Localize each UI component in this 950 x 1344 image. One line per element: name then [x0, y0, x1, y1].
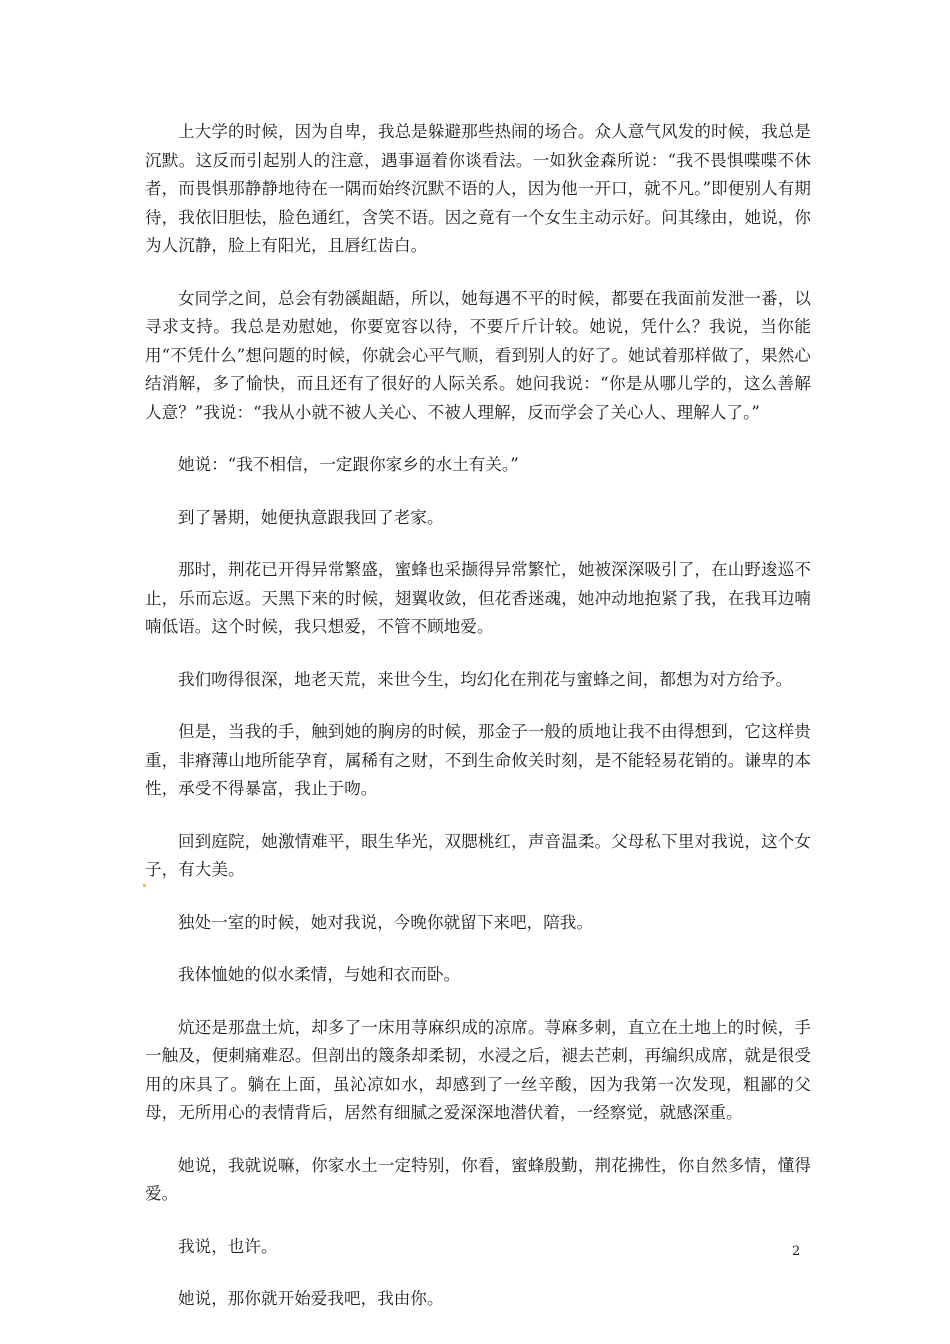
paragraph-13: 我说，也许。 — [178, 1236, 278, 1256]
page-number: 2 — [792, 1244, 801, 1259]
paragraph-12: 她说，我就说嘛，你家水土一定特别，你看，蜜蜂殷勤，荆花拂性，你自然多情，懂得爱。 — [145, 1155, 811, 1203]
paragraph-3: 她说：“我不相信，一定跟你家乡的水土有关。” — [178, 455, 519, 474]
paragraph-4: 到了暑期，她便执意跟我回了老家。 — [178, 507, 444, 527]
paragraph-1: 上大学的时候，因为自卑，我总是躲避那些热闹的场合。众人意气风发的时候，我总是沉默。这反而引起别人的注意，遇事逼着你谈看法。一如狄金森所说：“我不畏惧喋喋不休者，而畏惧那静静地待在一隅而始终沉默不语的人，因为他一开口，就不凡。”即便别人有期待，我依旧胆怯，脸色通红，含笑不语。因之竟有一个女生主动示好。问其缘由，她说，你为人沉静，脸上有阳光，且唇红齿白。 — [145, 122, 811, 255]
document-body — [145, 118, 811, 1338]
paragraph-7: 但是，当我的手，触到她的胸房的时候，那金子一般的质地让我不由得想到，它这样贵重，非瘠薄山地所能孕育，属稀有之财，不到生命攸关时刻，是不能轻易花销的。谦卑的本性，承受不得暴富，我止于吻。 — [145, 722, 811, 798]
paragraph-5: 那时，荆花已开得异常繁盛，蜜蜂也采撷得异常繁忙，她被深深吸引了，在山野逡巡不止，乐而忘返。天黑下来的时候，翅翼收敛，但花香迷魂，她冲动地抱紧了我，在我耳边喃喃低语。这个时候，我只想爱，不管不顾地爱。 — [145, 560, 811, 636]
paragraph-10: 我体恤她的似水柔情，与她和衣而卧。 — [178, 965, 461, 984]
paragraph-6: 我们吻得很深，地老天荒，来世今生，均幻化在荆花与蜜蜂之间，都想为对方给予。 — [178, 669, 793, 689]
paragraph-9: 独处一室的时候，她对我说，今晚你就留下来吧，陪我。 — [178, 912, 593, 932]
stray-mark — [143, 884, 146, 887]
paragraph-8: 回到庭院，她激情难平，眼生华光，双腮桃红，声音温柔。父母私下里对我说，这个女子，有大美。 — [145, 831, 811, 879]
paragraph-2: 女同学之间，总会有勃豀龃龉，所以，她每遇不平的时候，都要在我面前发泄一番，以寻求支持。我总是劝慰她，你要宽容以待，不要斤斤计较。她说，凭什么？我说，当你能用“不凭什么”想问题的时候，你就会心平气顺，看到别人的好了。她试着那样做了，果然心结消解，多了愉快，而且还有了很好的人际关系。她问我说：“你是从哪儿学的，这么善解人意？”我说：“我从小就不被人关心、不被人理解，反而学会了关心人、理解人了。” — [145, 288, 811, 422]
paragraph-14: 她说，那你就开始爱我吧，我由你。 — [178, 1289, 444, 1308]
paragraph-11: 炕还是那盘土炕，却多了一床用荨麻织成的凉席。荨麻多刺，直立在土地上的时候，手一触及，便刺痛难忍。但剖出的篾条却柔韧，水浸之后，褪去芒刺，再编织成席，就是很受用的床具了。躺在上面，虽沁凉如水，却感到了一丝辛酸，因为我第一次发现，粗鄙的父母，无所用心的表情背后，居然有细腻之爱深深地潜伏着，一经察觉，就感深重。 — [145, 1017, 811, 1122]
